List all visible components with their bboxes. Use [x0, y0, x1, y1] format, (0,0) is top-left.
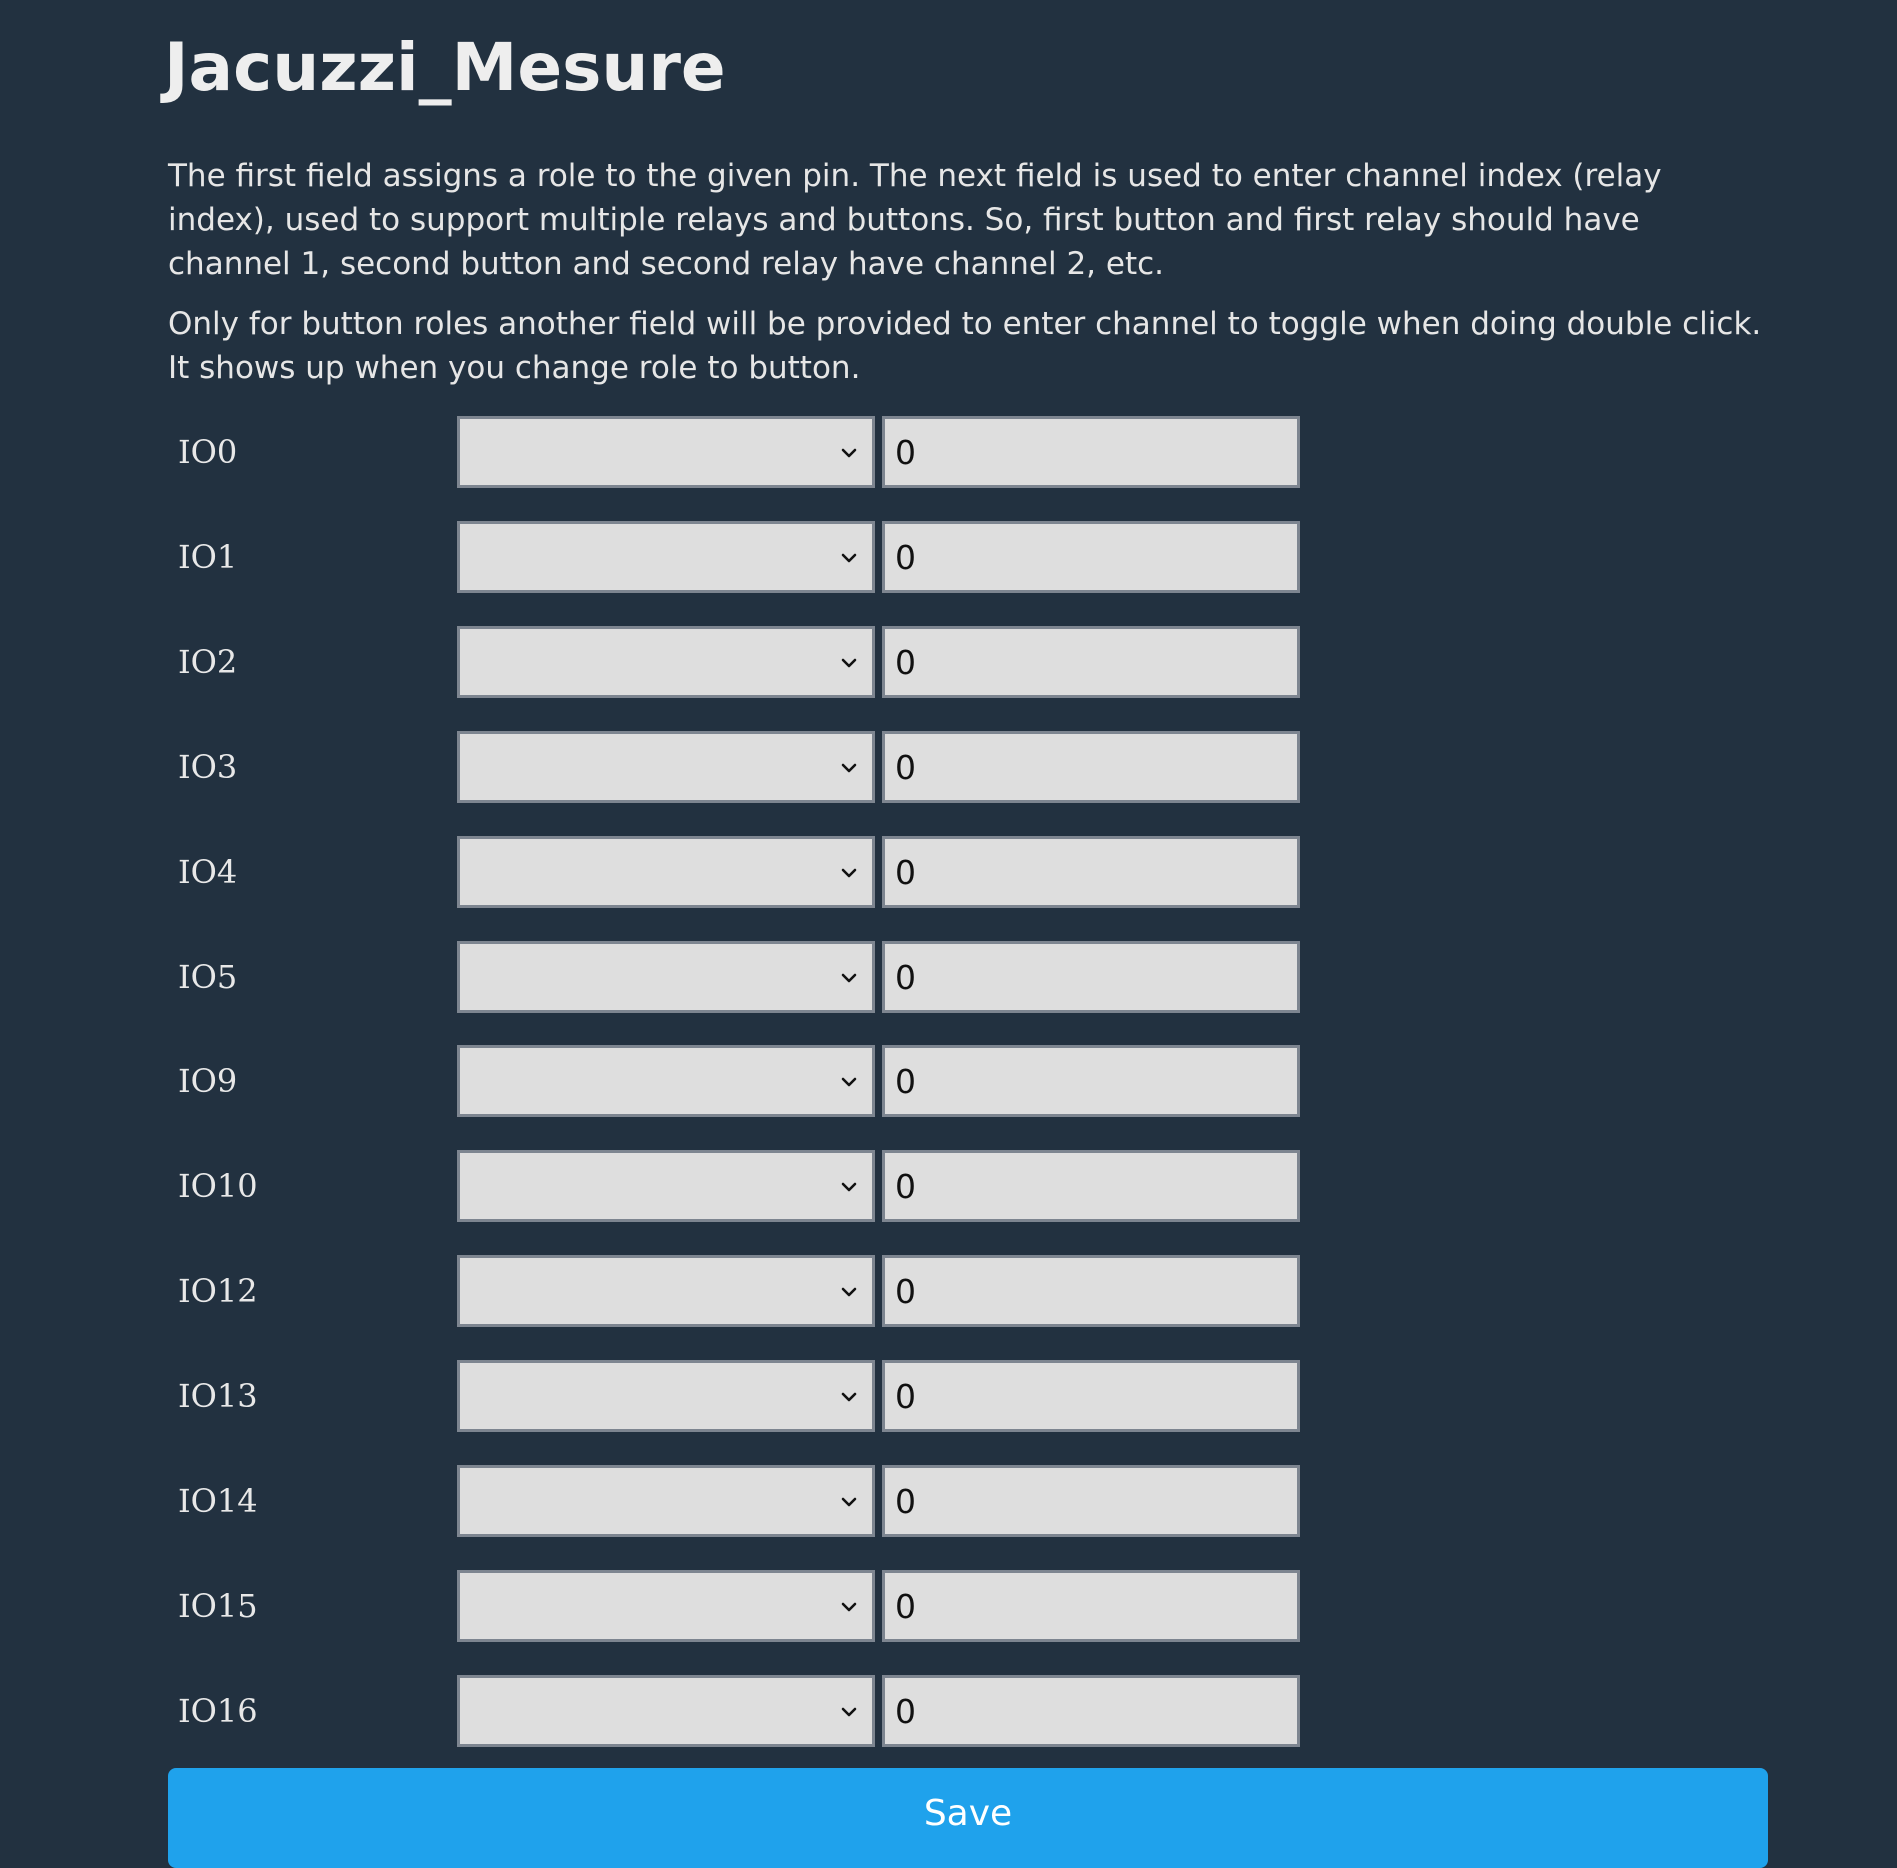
pin-row — [168, 836, 1308, 908]
channel-input[interactable] — [882, 1570, 1300, 1642]
page-title: Jacuzzi_Mesure — [164, 29, 726, 106]
pin-row — [168, 941, 1308, 1013]
channel-input[interactable] — [882, 731, 1300, 803]
pin-label: IO4 — [178, 853, 238, 891]
role-select[interactable] — [457, 1045, 875, 1117]
chevron-down-icon — [838, 1386, 860, 1408]
pin-label: IO10 — [178, 1167, 258, 1205]
channel-input[interactable] — [882, 1255, 1300, 1327]
channel-input[interactable] — [882, 416, 1300, 488]
pin-label: IO0 — [178, 433, 238, 471]
pin-label: IO5 — [178, 958, 238, 996]
pin-row — [168, 626, 1308, 698]
chevron-down-icon — [838, 1281, 860, 1303]
pin-label: IO3 — [178, 748, 238, 786]
pin-label: IO16 — [178, 1692, 258, 1730]
chevron-down-icon — [838, 862, 860, 884]
pin-row — [168, 1255, 1308, 1327]
role-select[interactable] — [457, 521, 875, 593]
pin-row — [168, 1675, 1308, 1747]
role-select[interactable] — [457, 731, 875, 803]
pin-label: IO13 — [178, 1377, 258, 1415]
role-select[interactable] — [457, 836, 875, 908]
pin-row — [168, 1570, 1308, 1642]
role-select[interactable] — [457, 1465, 875, 1537]
channel-input[interactable] — [882, 1150, 1300, 1222]
channel-input[interactable] — [882, 521, 1300, 593]
pin-label: IO9 — [178, 1062, 238, 1100]
chevron-down-icon — [838, 1596, 860, 1618]
pin-row — [168, 1150, 1308, 1222]
chevron-down-icon — [838, 1701, 860, 1723]
save-button[interactable] — [168, 1768, 1768, 1868]
pin-row — [168, 1045, 1308, 1117]
description-roles: The first field assigns a role to the given pin. The next field is used to enter channel index (relay index), used to support multiple relays and buttons. So, first button and first relay should have channel 1, second button and second relay have channel 2, etc. — [168, 158, 1662, 282]
pin-label: IO1 — [178, 538, 238, 576]
role-select[interactable] — [457, 1255, 875, 1327]
pin-row — [168, 1465, 1308, 1537]
role-select[interactable] — [457, 1360, 875, 1432]
role-select[interactable] — [457, 1570, 875, 1642]
chevron-down-icon — [838, 442, 860, 464]
role-select[interactable] — [457, 941, 875, 1013]
chevron-down-icon — [838, 547, 860, 569]
chevron-down-icon — [838, 1071, 860, 1093]
pin-row — [168, 731, 1308, 803]
pin-label: IO14 — [178, 1482, 258, 1520]
channel-input[interactable] — [882, 941, 1300, 1013]
pin-row — [168, 1360, 1308, 1432]
channel-input[interactable] — [882, 1465, 1300, 1537]
save-button-label: Save — [923, 1793, 1013, 1834]
chevron-down-icon — [838, 1491, 860, 1513]
channel-input[interactable] — [882, 626, 1300, 698]
pin-label: IO2 — [178, 643, 238, 681]
role-select[interactable] — [457, 626, 875, 698]
chevron-down-icon — [838, 967, 860, 989]
role-select[interactable] — [457, 416, 875, 488]
pin-row — [168, 521, 1308, 593]
channel-input[interactable] — [882, 1360, 1300, 1432]
chevron-down-icon — [838, 1176, 860, 1198]
pin-row — [168, 416, 1308, 488]
role-select[interactable] — [457, 1675, 875, 1747]
role-select[interactable] — [457, 1150, 875, 1222]
pin-label: IO12 — [178, 1272, 258, 1310]
channel-input[interactable] — [882, 1675, 1300, 1747]
channel-input[interactable] — [882, 836, 1300, 908]
pin-label: IO15 — [178, 1587, 258, 1625]
chevron-down-icon — [838, 757, 860, 779]
description-double-click: Only for button roles another field will be provided to enter channel to toggle when doing double click. It shows up when you change role to button. — [168, 306, 1762, 386]
chevron-down-icon — [838, 652, 860, 674]
channel-input[interactable] — [882, 1045, 1300, 1117]
